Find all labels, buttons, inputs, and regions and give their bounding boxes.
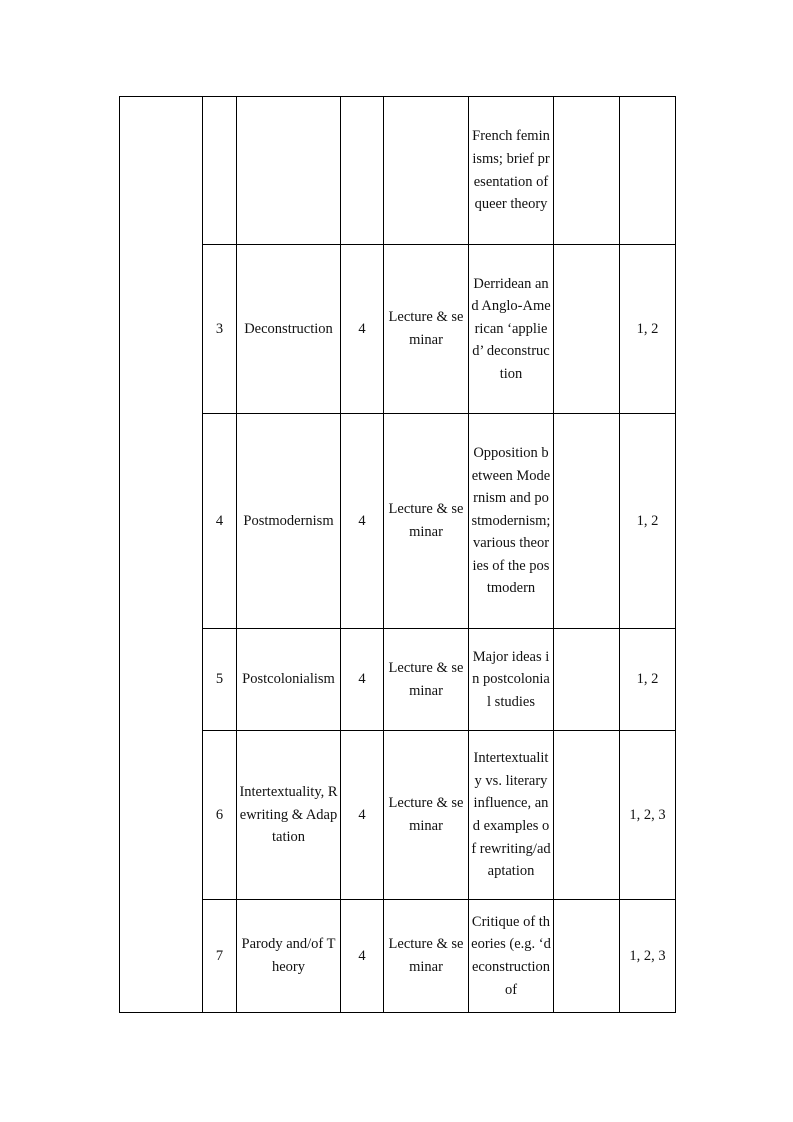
method-cell: Lecture & seminar (384, 900, 469, 1013)
description-cell: Intertextuality vs. literary influence, and examples of rewriting/adaptation (469, 731, 554, 900)
objectives-cell (620, 97, 676, 245)
hours-cell: 4 (341, 900, 384, 1013)
objectives-cell: 1, 2, 3 (620, 900, 676, 1013)
notes-cell (554, 900, 620, 1013)
description-cell: Critique of theories (e.g. ‘deconstruction of (469, 900, 554, 1013)
topic-cell: Intertextuality, Rewriting & Adaptation (237, 731, 341, 900)
hours-cell: 4 (341, 629, 384, 731)
week-cell: 6 (203, 731, 237, 900)
table-row (120, 900, 676, 1013)
notes-cell (554, 97, 620, 245)
week-cell: 4 (203, 414, 237, 629)
table-row (120, 414, 676, 629)
objectives-cell: 1, 2, 3 (620, 731, 676, 900)
method-cell: Lecture & seminar (384, 245, 469, 414)
objectives-cell: 1, 2 (620, 629, 676, 731)
notes-cell (554, 414, 620, 629)
method-cell: Lecture & seminar (384, 731, 469, 900)
method-cell (384, 97, 469, 245)
description-cell: French feminisms; brief presentation of queer theory (469, 97, 554, 245)
notes-cell (554, 629, 620, 731)
table-row (120, 97, 676, 245)
objectives-cell: 1, 2 (620, 245, 676, 414)
week-cell: 7 (203, 900, 237, 1013)
notes-cell (554, 245, 620, 414)
method-cell: Lecture & seminar (384, 414, 469, 629)
table-row (120, 245, 676, 414)
topic-cell: Postmodernism (237, 414, 341, 629)
topic-cell: Postcolonialism (237, 629, 341, 731)
topic-cell: Parody and/of Theory (237, 900, 341, 1013)
topic-cell (237, 97, 341, 245)
course-schedule-table (119, 96, 676, 1013)
week-cell: 5 (203, 629, 237, 731)
objectives-cell: 1, 2 (620, 414, 676, 629)
table-row (120, 629, 676, 731)
hours-cell: 4 (341, 245, 384, 414)
description-cell: Derridean and Anglo-American ‘applied’ deconstruction (469, 245, 554, 414)
description-cell: Opposition between Modernism and postmodernism; various theories of the postmodern (469, 414, 554, 629)
week-cell (203, 97, 237, 245)
hours-cell: 4 (341, 731, 384, 900)
notes-cell (554, 731, 620, 900)
method-cell: Lecture & seminar (384, 629, 469, 731)
description-cell: Major ideas in postcolonial studies (469, 629, 554, 731)
merged-left-cell (120, 97, 203, 1013)
table-row (120, 731, 676, 900)
hours-cell: 4 (341, 414, 384, 629)
week-cell: 3 (203, 245, 237, 414)
topic-cell: Deconstruction (237, 245, 341, 414)
hours-cell (341, 97, 384, 245)
